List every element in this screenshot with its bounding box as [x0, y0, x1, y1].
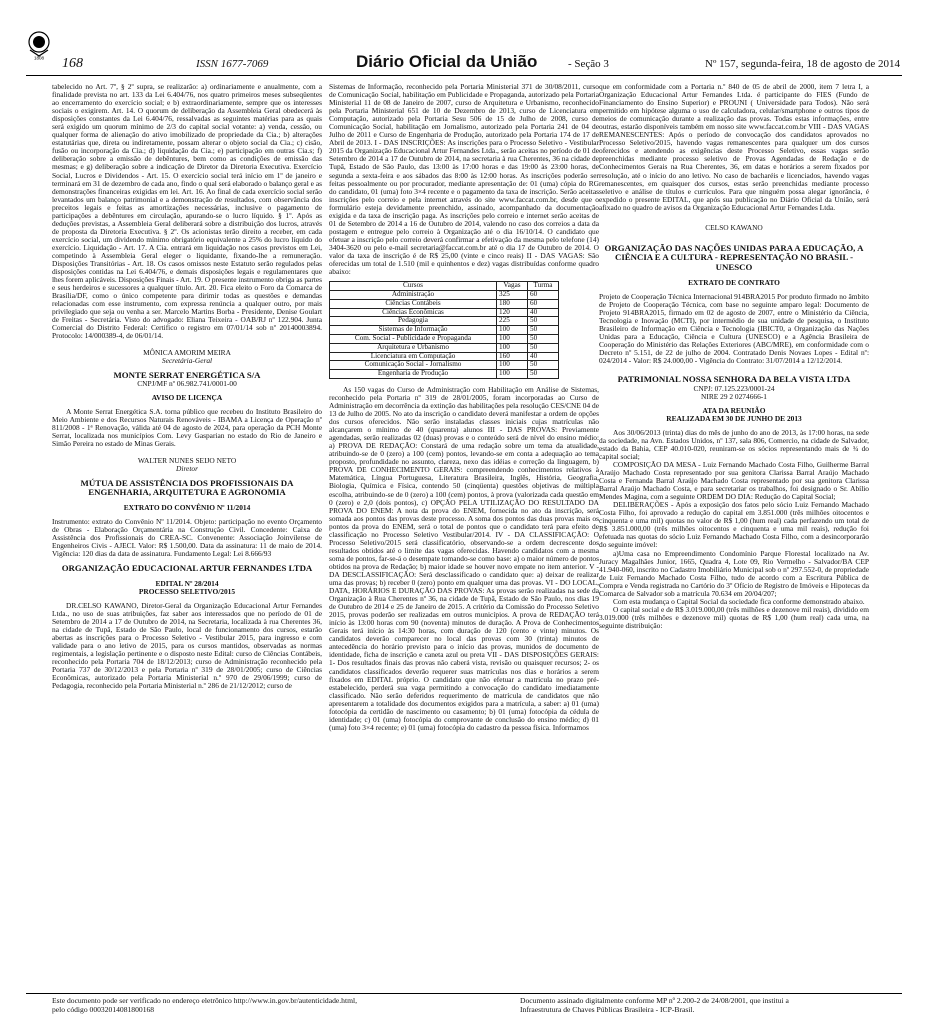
table-cell: 50	[528, 361, 559, 370]
table-cell: 120	[497, 308, 528, 317]
table-row	[330, 370, 559, 379]
section-label: - Seção 3	[568, 58, 609, 70]
signature-role: Secretária-Geral	[161, 355, 213, 365]
section-heading: EXTRATO DO CONVÊNIO Nº 11/2014	[123, 502, 251, 512]
org-cnpj: CNPJ/MF nº 06.982.741/0001-00	[137, 379, 237, 389]
footer-rule	[26, 993, 902, 994]
table-cell: 50	[528, 343, 559, 352]
page-number: 168	[62, 56, 83, 71]
section-heading: AVISO DE LICENÇA	[151, 393, 223, 403]
signature-role: Diretor	[176, 463, 198, 473]
org-cnpj: CNPJ: 07.125.223/0001-24	[693, 383, 775, 393]
minutes-paragraph: Aos 30/06/2013 (trinta) dias do mês de junho do ano de 2013, às 17:00 horas, na sede da sociedade, na Avn. Estados Unidos, nº 137, sala 806, Comercio, na cidade de Salvador, estado da Bahia, CEP 40.010-020, reuniram-se os sócios representando mais de ¾ do capital social;	[599, 427, 869, 461]
contract-text: Projeto de Cooperação Técnica Internacional 914BRA2015 Por produto firmado no âmbito de Projeto de Cooperação Técnica, com base no seguinte amparo legal: Documento de Projeto 914BRA2015, firmado em 02 de agosto de 2007, entre o Ministério da Ciência, Tecnologia e Inovação (MCTI), por intermédio de sua unidade de pesquisa, o Instituto Brasileiro de Informação em Ciência e Tecnologia (IBICT0, a Organização das Nações Unidas para a Educação, Ciência e Cultura (UNESCO) e a Agência Brasileira de Cooperação do Ministério das Relações Exteriores (ABC/MRE), em conformidade com o Decreto nº 5.151, de 22 de julho de 2004. Contratado Denis Novaes Lopes - Edital nº: 024/2014 - Valor: R$ 24.000,00 - Vigência do Contrato: 31/07/2014 a 12/12/2014.	[599, 291, 869, 365]
edital-text: Sistemas de Informação, reconhecido pela Portaria Ministerial 371 de 30/08/2011, curso de Comunicação Social, habilitação em Publicidade e Propaganda, autorizado pela Portaria Ministerial 11 de 08 de Janeiro de 2007, curso de Arquitetura e Urbanismo, reconhecido pela Portaria Ministerial 651 de 10 de Dezembro de 2013, curso de Licenciatura em Computação, autorizado pela Portaria Sesu 506 de 15 de Julho de 2008, curso de Comunicação Social, habilitação em Jornalismo, autorizado pela Portaria 241 de 04 de Julho de 2011 e Curso de Engenharia de Produção, autorizado pela Portaria 174 de 17 de Abril de 2013. I - DAS INSCRIÇÕES: As inscrições para o Processo Seletivo - Vestibular 2015 da Organização Educacional Artur Fernandes Ltda., serão aceitas no período de 01 de Setembro de 2014 a 17 de Outubro de 2014, na secretaria à rua Cherentes, 36 na cidade de Tupã, Estado de São Paulo, das 13:00 às 17:00 horas e das 19:00 às 23:00 horas, de segunda a sexta-feira e aos sábados das 8:00 às 12:00 horas. As inscrições poderão ser feitas pessoalmente ou por procurador, mediante apresentação de: 01 (uma) cópia do RG do candidato, 01 (uma) foto 3×4 recente e o pagamento da taxa de inscrição. Serão aceitas inscrições pelo correio e pela internet através do site www.faccat.com.br, desde que o formulário esteja devidamente preenchido, assinado, acompanhado da documentação exigida e da taxa de inscrição paga. As inscrições pelo correio e internet serão aceitas de 01 de Setembro de 2014 a 16 de Outubro de 2014, valendo no caso dos correios a data da postagem e entregue pelo correio à Organização até o dia 16/10/14. O candidato que efetuar a inscrição pelo correio deverá confirmar a efetivação da mesma pelo telefone (14) 3404-3620 ou pelo e-mail secretaria@faccat.com.br até o dia 17 de Outubro de 2014. O valor da taxa de inscrição é de R$ 25,00 (vinte e cinco reais) II - DAS VAGAS: São oferecidas um total de 1.510 (mil e quinhentos e dez) vagas distribuídas conforme quadro abaixo:	[329, 83, 599, 277]
table-cell: 325	[497, 290, 528, 299]
emblem-year: 1808	[33, 55, 45, 60]
org-title: MÚTUA DE ASSISTÊNCIA DOS PROFISSIONAIS DA ENGENHARIA, ARQUITETURA E AGRONOMIA	[80, 477, 294, 498]
section-heading: EDITAL Nº 28/2014	[155, 578, 219, 588]
section-heading: PROCESSO SELETIVO/2015	[138, 586, 236, 596]
org-title: ORGANIZAÇÃO EDUCACIONAL ARTUR FERNANDES LTDA	[61, 563, 313, 574]
section-heading: REALIZADA EM 30 DE JUNHO DE 2013	[666, 413, 802, 423]
column-2	[329, 83, 599, 989]
footer-text: Infraestrutura de Chaves Públicas Brasileira - ICP-Brasil.	[520, 1005, 695, 1014]
table-cell: 60	[528, 290, 559, 299]
edital-text: DR.CELSO KAWANO, Diretor-Geral da Organização Educacional Artur Fernandes Ltda., no uso de suas atribuições, faz saber aos interessados que no período de 01 de Setembro de 2014 a 17 de Outubro de 2014, na Secretaria, localizada à rua Cherentes 36, na cidade de Tupã, Estado de São Paulo, local de funcionamento dos cursos, estarão abertas as inscrições para o Processo Seletivo - Vestibular 2015, para ingresso e com validade para o ano letivo de 2015, para os cursos mantidos, observadas as normas regimentais, a legislação pertinente e o disposto neste Edital: curso de Ciências Contábeis, reconhecido pela Portaria 704 de 18/12/2013; curso de Administração reconhecido pela Portaria 737 de 30/12/2013 e pela Portaria nº 319 de 28/01/2005; curso de Ciências Econômicas, autorizado pela Portaria Ministerial n.º 970 de 29/06/1999; curso de Pedagogia, reconhecido pela Portaria Ministerial n.º 286 de 21/12/2012; curso de	[52, 600, 322, 691]
section-heading: ATA DA REUNIÃO	[702, 405, 766, 415]
minutes-paragraph: a)Uma casa no Empreendimento Condomínio Parque Florestal localizado na Av. Juracy Magalhães Junior, 1665, Quadra 4, Lote 09, Rio Vermelho - Salvador/BA CEP 41.940-060, inscrito no Cadastro Imobiliário Municipal sob o nº 297.552-0, de propriedade de Luiz Fernando Machado Costa Filho, tudo de acordo com a Escritura Pública de Compra e Venda registrada no Cartório do 3º Ofício de Registro de Imóveis e Hipotecas da Comarca de Salvador sob a matrícula 70.634 em 20/04/207;	[599, 548, 869, 598]
vagas-table	[329, 281, 559, 379]
org-title: PATRIMONIAL NOSSA SENHORA DA BELA VISTA LTDA	[617, 374, 851, 385]
table-cell: 40	[528, 352, 559, 361]
issue-info: Nº 157, segunda-feira, 18 de agosto de 2014	[705, 58, 900, 70]
minutes-paragraph: O capital social e de R$ 3.019.000,00 (três milhões e dezenove mil reais), dividido em 3.019.000 (três milhões e dezenove mil) quotas de R$ 1,00 (hum real) cada uma, na seguinte distribuição:	[599, 604, 869, 630]
table-row	[330, 290, 559, 299]
table-row	[330, 308, 559, 317]
table-cell: 40	[528, 308, 559, 317]
section-heading: EXTRATO DE CONTRATO	[688, 277, 780, 287]
org-title: ORGANIZAÇÃO DAS NAÇÕES UNIDAS PARA A EDUCAÇÃO, A CIÊNCIA E A CULTURA - REPRESENTAÇÃO NO BRASIL - UNESCO	[604, 242, 864, 272]
header-rule	[26, 75, 902, 76]
statute-text: tabelecido no Art. 7º, § 2º supra, se realizarão: a) ordinariamente e anualmente, com a finalidade prevista no art. 133 da Lei 6.404/76, nos quatro primeiros meses subseqüentes ao encerramento do exercício social; e b) extraordinariamente, sempre que os interesses sociais o exigirem. Art. 14. O quorum de deliberação da Assembleia Geral obedecerá às disposições constantes da Lei 6.404/76, ressalvadas as seguintes matérias para as quais será exigido um quorum mínimo de 2/3 do capital social votante: a) venda, cessão, ou qualquer forma de alienação do ativo imobilizado de propriedade da Cia.; b) alterações estatutárias que, direta ou indiretamente, possam alterar o objeto social da Cia.; c) cisão, fusão ou incorporação da Cia.; d) liquidação da Cia.; e) participação em outras Cia.s; f) deliberação sobre a emissão de debêntures, bem como as condições de emissão das mesmas; e g) deliberação sobre a indicação de Diretor da Diretoria Executiva. Exercício Social, Lucros e Dividendos - Art. 15. O exercício social terá início em 1º de janeiro e terminará em 31 de dezembro de cada ano, findo o qual será elaborado o balanço geral e as demonstrações financeiras exigidas em lei. Art. 16. Ao final de cada exercício social serão levantados um balanço patrimonial e a demonstração de resultados, com observância dos preceitos legais e feitas as amortizações necessárias, inclusive o pagamento de participações a debêntures em circulação, apurando-se o lucro líquido. § 1º. Após as deduções previstas, a Assembleia Geral deliberará sobre a distribuição dos lucros, através de proposta da Diretoria Executiva. § 2º. Os acionistas terão direito a receber, em cada exercício social, um dividendo mínimo obrigatório equivalente a 25% do lucro líquido do exercício. Liquidação - Art. 17. A Cia. entrará em liquidação nos casos previstos em Lei, competindo à Assembleia Geral eleger o liquidante, fixando-lhe a remuneração. Disposições Transitórias - Art. 18. Os casos omissos neste Estatuto serão regulados pelas disposições contidas na Lei 6.404/76, e demais disposições legais e regulamentares que lhes forem aplicáveis. Disposições Finais - Art. 19. O presente instrumento obriga as partes e seus herdeiros e sucessores a qualquer título. Art. 20. Fica eleito o Foro da Comarca de Brasília/DF, como o único competente para dirimir todas as questões e demandas relacionadas com esse instrumento, com expressa renúncia a qualquer outro, por mais privilegiado que seja ou venha a ser. Marcelo Martins Borba - Presidente, Denise Goulart de Freitas - Secretária. Visto do advogado: Eliana Teixeira - OAB/RJ nº 122.904. Junta Comercial do Distrito Federal: Certifico o registro em 07/01/14 sob nº 20140003894. Protocolo: 14/000389-4, de 06/01/14.	[52, 83, 322, 341]
table-cell: 100	[497, 326, 528, 335]
table-cell: Licenciatura em Computação	[330, 352, 497, 361]
table-header: Cursos	[330, 282, 497, 291]
table-row	[330, 343, 559, 352]
table-cell: Sistemas de Informação	[330, 326, 497, 335]
table-cell: 180	[497, 299, 528, 308]
table-cell: Arquitetura e Urbanismo	[330, 343, 497, 352]
table-cell: 50	[528, 326, 559, 335]
table-row	[330, 299, 559, 308]
edital-text: que em conformidade com a Portaria n.º 840 de 05 de abril de 2000, item 7 letra I, a Organização Educacional Artur Fernandes Ltda. é participante do FIES (Fundo de Financiamento do Ensino Superior) e PROUNI ( Universidade para Todos). Não será permitido em hipótese alguma o uso de calculadora, celular/smartphone e outros tipos de meios de comunicação durante a realização das provas. Todas estas informações, entre outras, estarão disponíveis também em nosso site www.faccat.com.br VIII - DAS VAGAS REMANESCENTES: Após o período de convocação dos candidatos aprovados no Processo Seletivo/2015, havendo vagas remanescentes para qualquer um dos cursos oferecidos e atendendo as exigências deste Processo Seletivo, essas vagas serão preenchidas mediante processo seletivo de Provas Agendadas de Redação e de Conhecimentos Gerais na Rua Cherentes, 36, em datas e horários a serem fixados por resolução, até o início do ano letivo. No caso de bacharéis e licenciados, havendo vagas remanescentes, em quaisquer dos cursos, estas serão preenchidas mediante processo seletivo e análise de títulos e currículos. Para que ninguém possa alegar ignorância, é expedido o presente EDITAL, que após sua publicação no Diário Oficial da União, será afixado no quadro de avisos da Organização Educacional Artur Fernandes Ltda.	[599, 83, 869, 212]
minutes-paragraph: Com esta mudança o Capital Social da sociedade fica conforme demonstrado abaixo.	[613, 596, 865, 606]
table-cell: Engenharia de Produção	[330, 370, 497, 379]
column-1	[52, 83, 322, 989]
table-cell: 50	[528, 370, 559, 379]
agreement-text: Instrumento: extrato do Convênio Nº 11/2014. Objeto: participação no evento Orçamento de Obras - Elaboração Orçamentária na Construção Civil. Concedente: Caixa de Assistência dos Profissionais do CREA-SC. Convenente: Associação Joinvilense de Engenheiros Civis - AJECI. Valor: R$ 1.500,00. Data da assinatura: 11 de maio de 2014. Vigência: 120 dias da data de assinatura. Fundamento Legal: Lei 8.666/93	[52, 516, 322, 559]
table-cell: Pedagogia	[330, 317, 497, 326]
brasao-icon	[26, 30, 52, 60]
table-cell: Ciências Econômicas	[330, 308, 497, 317]
table-cell: Comunicação Social - Jornalismo	[330, 361, 497, 370]
table-cell: 100	[497, 334, 528, 343]
column-3	[599, 83, 869, 989]
table-cell: 100	[497, 370, 528, 379]
table-cell: Ciências Contábeis	[330, 299, 497, 308]
table-cell: 50	[528, 317, 559, 326]
signature-name: MÔNICA AMORIM MEIRA	[143, 347, 231, 357]
publication-title: Diário Oficial da União	[356, 52, 538, 71]
footer-verification	[52, 996, 472, 1014]
table-header-row	[330, 282, 559, 291]
signature-name: CELSO KAWANO	[705, 222, 763, 232]
table-row	[330, 334, 559, 343]
table-cell: Com. Social - Publicidade e Propaganda	[330, 334, 497, 343]
table-cell: Administração	[330, 290, 497, 299]
footer-text: pelo código 00032014081800168	[52, 1005, 155, 1014]
table-cell: 100	[497, 343, 528, 352]
table-cell: 225	[497, 317, 528, 326]
minutes-paragraph: DELIBERAÇÕES - Após a exposição dos fatos pelo sócio Luiz Fernando Machado Costa Filho, foi aprovado a redução do capital em 3.851.000 (três milhões oitocentos e cinquenta e uma mil) quotas no valor de R$ 1,00 (hum real) cada perfazendo um total de R$ 3.851.000,00 (três milhões oitocentos e cinquenta e uma mil reais), redução foi efetuada nas quotas do sócio Luiz Fernando Machado Costa Filho, com a desincorporarão do seguinte imóvel:	[599, 500, 869, 550]
issn: ISSN 1677-7069	[196, 58, 269, 70]
footer-text: Documento assinado digitalmente conforme MP nº 2.200-2 de 24/08/2001, que institui a	[520, 996, 789, 1005]
org-title: MONTE SERRAT ENERGÉTICA S/A	[113, 369, 261, 380]
minutes-paragraph: COMPOSIÇÃO DA MESA - Luiz Fernando Machado Costa Filho, Guilherme Barral Araújo Machado Costa representado por sua genitora Clarissa Barral Araújo Machado Costa e Fernanda Barral Araújo Machado Costa representado por sua genitora Clarissa Barral Araújo Machado Costa, e para secretariar os trabalhos, foi designado o Sr. Abílio Mendes Magina, com a seguinte ORDEM DO DIA: Redução do Capital Social;	[599, 460, 869, 502]
table-header: Vagas	[497, 282, 528, 291]
footer-signature-note	[520, 996, 900, 1014]
table-cell: 100	[497, 361, 528, 370]
table-cell: 50	[528, 334, 559, 343]
edital-text: As 150 vagas do Curso de Administração com Habilitação em Análise de Sistemas, reconhecido pela Portaria nº 319 de 28/01/2005, foram incorporadas ao Curso de Administração em decorrência da extinção das habilitações pela resolução CES/CNE 04 de 13 de Julho de 2005. No ato da inscrição o candidato deverá manifestar a ordem de opções dos cursos oferecidos. Não serão instaladas classes iniciais cujas matrículas não alcançarem o mínimo de 40 (quarenta) alunos III - DAS PROVAS: Previamente agendadas, serão realizadas 02 (duas) provas e o conteúdo será de nível do ensino médio: a) PROVA DE REDAÇÃO: Constará de uma redação sobre um tema da atualidade, atribuindo-se de 0 (zero) a 100 (cem) pontos, levando-se em conta a adequação ao tema proposto, profundidade no assunto, clareza, nexo das idéias e correção da linguagem, b) PROVA DE CONHECIMENTO GERAIS: compreendendo conhecimentos relativos à Matemática, Língua Portuguesa, Literatura Brasileira, Inglês, História, Geografia, Biologia, Química e Física, contendo 50 (cinqüenta) questões objetivas de múltipla escolha, atribuindo-se de 0 (zero) a 100 (cem) pontos, à prova (valorizada cada questão em 0 (zero) e 2,0 (dois pontos), c) OPÇÃO PELA UTILIZAÇÃO DO RESULTADO DA PROVA DO ENEM: A nota da prova do ENEM, fornecida no ato da inscrição, será somada aos pontos das provas deste processo. A soma dos pontos das duas provas mais os pontos da prova do ENEM, será o total de pontos que o candidato terá para efeito de classificação no Processo Seletivo Vestibular/2014. IV - DA CLASSIFICAÇÃO: O Processo Seletivo/2015 será classificatório, observando-se a ordem decrescente dos resultados obtidos até o limite das vagas oferecidas. Havendo candidatos com a mesma soma de pontos, far-se-á o desempate tomando-se como base: a) o maior número de pontos obtidos na prova de Redação; b) maior idade se houver novo empate no item anterior. V - DA DESCLASSIFICAÇÃO: Será desclassificado o candidato que: a) deixar de realizar uma das provas; b) receber 0 (zero) ponto em qualquer uma das provas. VI - DO LOCAL, DATA, HORÁRIOS E DURAÇÃO DAS PROVAS: As provas serão realizadas na sede da Organização à Rua Cherentes nº 36, na cidade de Tupã, Estado de São Paulo, nos dias 19 de Outubro de 2014 e 25 de Janeiro de 2015. A critério da Comissão do Processo Seletivo 2015, provas poderão ser realizadas em outros municípios. A prova de REDAÇÃO terá início às 13:00 horas com 90 (noventa) minutos de duração. A Prova de Conhecimentos Gerais terá início às 14:30 horas, com duração de 120 (cento e vinte) minutos. Os candidatos deverão comparecer no local das provas com 30 (trinta) minutos de antecedência do horário previsto para o início das provas, munidos de documento de identidade, ficha de inscrição e caneta azul ou preta VII - DAS DISPOSIÇÕES GERAIS: 1- Dos resultados finais das provas não caberá vista, revisão ou quaisquer recursos; 2- os candidatos classificados deverão requerer suas matrículas nos dias e horários a serem fixados em EDITAL próprio. O candidato que não efetuar a matrícula no prazo pré-estabelecido, perderá sua vaga permitindo a convocação do candidato imediatamente classificado. Não serão deferidos requerimento de matrícula de candidatos que não apresentarem a totalidade dos documentos exigidos para a matrícula, a saber: a) 01 (uma) fotocópia da certidão de nascimento ou casamento; b) 01 (uma) fotocópia da cédula de identidade; c) 01 (uma) fotocópia do comprovante de conclusão do ensino médio; d) 01 (uma) foto 3×4 recente; e) 01 (uma) fotocópia do cadastro da pessoa física. Informamos	[329, 384, 599, 732]
table-cell: 160	[497, 352, 528, 361]
license-text: A Monte Serrat Energética S.A. torna público que recebeu do Instituto Brasileiro do Meio Ambiente e dos Recursos Naturais Renováveis - IBAMA a Licença de Operação nº 811/2008 - 1ª Renovação, válida até 04 de agosto de 2024, para operação da PCH Monte Serrat, localizada nos municípios Com. Levy Gasparian no estado do Rio de Janeiro e Simão Pereira no estado de Minas Gerais.	[52, 407, 322, 449]
table-cell: 60	[528, 299, 559, 308]
org-nire: NIRE 29 2 0274666-1	[701, 391, 767, 401]
table-header: Turma	[528, 282, 559, 291]
footer-text: Este documento pode ser verificado no endereço eletrônico http://www.in.gov.br/autenticidade.html,	[52, 996, 357, 1005]
signature-name: WALTER NUNES SEIJO NETO	[137, 455, 237, 465]
